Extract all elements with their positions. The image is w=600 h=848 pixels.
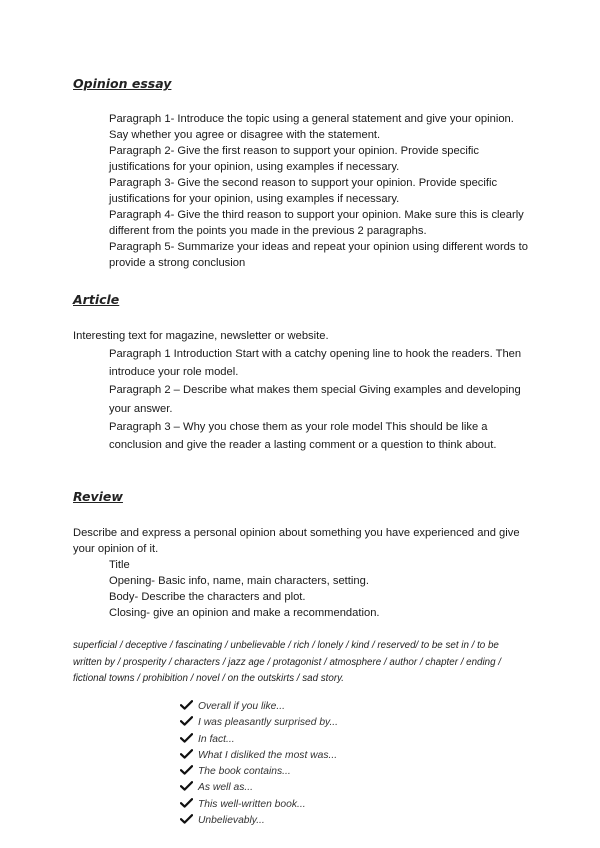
review-item-title: Title xyxy=(109,559,130,571)
review-heading: Review xyxy=(73,489,123,504)
review-item-closing: Closing- give an opinion and make a recommendation. xyxy=(109,607,380,619)
opinion-essay-paragraphs xyxy=(109,111,529,271)
check-icon xyxy=(180,798,193,808)
phrase-item xyxy=(180,732,338,748)
opinion-paragraph-2: Paragraph 2- Give the first reason to support your opinion. Provide specific justifications for your opinion, using examples if necessary. xyxy=(109,145,480,173)
phrase-text: This well-written book... xyxy=(198,798,306,810)
phrase-item xyxy=(180,715,338,731)
useful-phrases-list xyxy=(180,699,338,829)
article-paragraph-3: Paragraph 3 – Why you chose them as your role model This should be like a conclusion and give the reader a lasting comment or a question to think about. xyxy=(109,420,497,452)
article-intro: Interesting text for magazine, newsletter or website. xyxy=(73,330,329,342)
phrase-item xyxy=(180,748,338,764)
opinion-paragraph-5: Paragraph 5- Summarize your ideas and repeat your opinion using different words to provide a strong conclusion xyxy=(109,241,528,269)
phrase-text: Overall if you like... xyxy=(198,701,285,712)
check-icon xyxy=(180,749,193,759)
phrase-item xyxy=(180,813,338,829)
opinion-essay-heading: Opinion essay xyxy=(73,76,172,91)
phrase-text: I was pleasantly surprised by... xyxy=(198,717,339,729)
phrase-text: As well as... xyxy=(198,782,253,794)
article-paragraphs xyxy=(109,345,529,454)
review-item-body: Body- Describe the characters and plot. xyxy=(109,591,306,603)
check-icon xyxy=(180,781,193,791)
check-icon xyxy=(180,716,193,726)
check-icon xyxy=(180,814,193,824)
review-intro: Describe and express a personal opinion about something you have experienced and give your opinion of it. xyxy=(73,527,520,555)
check-icon xyxy=(180,700,193,710)
opinion-paragraph-1: Paragraph 1- Introduce the topic using a general statement and give your opinion. Say whether you agree or disagree with the statement. xyxy=(109,113,514,141)
check-icon xyxy=(180,765,193,775)
check-icon xyxy=(180,733,193,743)
article-paragraph-2: Paragraph 2 – Describe what makes them special Giving examples and developing your answer. xyxy=(109,384,521,415)
opinion-paragraph-3: Paragraph 3- Give the second reason to support your opinion. Provide specific justifications for your opinion, using examples if necessary. xyxy=(109,177,498,205)
phrase-item xyxy=(180,780,338,796)
phrase-item xyxy=(180,764,338,780)
phrase-text: In fact... xyxy=(198,733,235,745)
phrase-item xyxy=(180,699,338,715)
phrase-text: The book contains... xyxy=(198,766,291,778)
phrase-text: Unbelievably... xyxy=(198,815,265,827)
opinion-paragraph-4: Paragraph 4- Give the third reason to support your opinion. Make sure this is clearly different from the points you made in the previous 2 paragraphs. xyxy=(109,209,524,237)
article-heading: Article xyxy=(73,292,120,307)
phrase-text: What I disliked the most was... xyxy=(198,749,338,761)
article-paragraph-1: Paragraph 1 Introduction Start with a catchy opening line to hook the readers. Then introduce your role model. xyxy=(109,348,522,379)
vocabulary-word-list: superficial / deceptive / fascinating / unbelievable / rich / lonely / kind / reserved/ to be set in / to be written by / prosperity / characters / jazz age / protagonist / atmosphere / author / chapter / ending / fictional towns / prohibition / novel / on the outskirts / sad story. xyxy=(73,640,502,684)
review-structure xyxy=(109,557,529,621)
phrase-item xyxy=(180,797,338,813)
review-item-opening: Opening- Basic info, name, main characters, setting. xyxy=(109,575,369,587)
